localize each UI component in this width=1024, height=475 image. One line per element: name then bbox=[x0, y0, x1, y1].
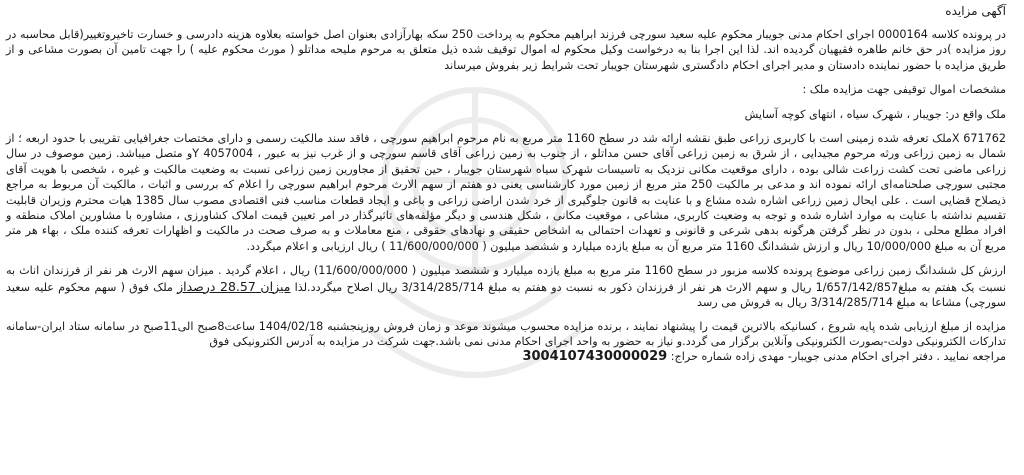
property-location: ملک واقع در: جویبار ، شهرک سیاه ، انتهای کوچه آسایش bbox=[744, 107, 1006, 121]
valuation-line-3: ملک فوق ( سهم محکوم علیه سعید سورچی) مشاعا به مبلغ 3/314/285/714 ریال به فروش می رسد bbox=[6, 280, 1006, 310]
auction-line-2: ستاد ایران-سامانه تدارکات الکترونیکی دولت-بصورت الکترونیکی وآنلاین برگزار می گردد.و نیاز به حضور به واحد اجرای احکام مدنی نمی باشد.جهت شرکت در مزایده به آدرس الکترونیکی فوق bbox=[6, 319, 1006, 348]
valuation-paragraph bbox=[6, 263, 1006, 310]
auction-footer bbox=[6, 349, 1006, 364]
auction-line-1: مزایده از مبلغ ارزیابی شده پایه شروع ، کسانیکه بالاترین قیمت را پیشنهاد نمایند ، برنده مزایده محسوب میشوند موعد و زمان فروش روزپنجشنبه 1404/02/18 ساعت8صبح الی11صبح در سامانه bbox=[93, 319, 1007, 333]
valuation-line-1: ارزش کل ششدانگ زمین زراعی موضوع پرونده کلاسه مزبور در سطح 1160 متر مربع به مبلغ یازده میلیارد و ششصد میلیون ( 11/600/000/000) ریال ، اعلام گردید . میزان سهم الارث هر نفر bbox=[96, 264, 1006, 278]
auction-number: 3004107430000029 bbox=[522, 349, 668, 365]
specs-heading: مشخصات اموال توقیفی جهت مزایده ملک : bbox=[802, 83, 1006, 97]
auction-line-3: مراجعه نمایید . دفتر اجرای احکام مدنی جویبار- مهدی زاده شماره حراج: bbox=[670, 350, 1006, 364]
share-percentage: میزان 28.57 درصداز bbox=[177, 278, 291, 294]
property-description: 671762 Xملک تعرفه شده زمینی است با کاربری زراعی طبق نقشه ارائه شد در سطح 1160 متر مربع به نام مرحوم ابراهیم سورچی ، فاقد سند مالکیت رسمی و دارای مختصات جغرافیایی تقریبی با حدود اربعه ؛ از شمال به زمین زراعی ورثه مرحوم مجیدایی ، از شرق به زمین زراعی آقای حسن مداتلو ، از جنوب به زمین زراعی آقای قاسم سورچی و از غرب نیز به عبور ، 4057004 Yو متصل میباشد. زمین موصوف در سال زراعی ماضی تحت کشت زراعت شالی بوده ، دارای موقعیت مکانی نزدیک به تاسیسات شهرک سیاه شهرستان جویبار ، حین تحقیق از مجاورین زمین زراعی نسبت به وضعیت مالکیت و غیره ، شخصی با هویت آقای مجتبی سورچی صلحنامه‌ای ارائه نموده اند و مدعی بر مالکیت 250 متر مربع از زمین مورد کارشناسی یعنی دو هفتم از سهم الارث مرحوم ابراهیم سورچی را اعلام که بررسی و اثبات ، مالکیت آن مربوط به مراجع ذیصلاح قضایی است . علی ایحال زمین زراعی اشاره شده مشاع و با عنایت به قانون جلوگیری از خرد شدن اراضی زراعی و باغی و ایجاد قطعات مناسب فنی اقتصادی مصوب سال 1385 هیات محترم وزیران قابلیت تقسیم نداشته با عنایت به موارد اشاره شده و توجه به وضعیت کاربری، مشاعی ، موقعیت مکانی ، شکل هندسی و دیگر مؤلفه‌های تاثیرگذار در امر تعیین قیمت املاک کشاورزی ، مشاوره با مشاورین املاک منطقه و افراد مطلع محلی ، بدون در نظر گرفتن هرگونه بدهی شرعی و قانونی و تعهدات احتمالی به اشخاص حقیقی و نهادهای حقوقی ، منع معاملات و به صرف صحت در مالکیت و اظهارات تعرفه کننده ملک ، بهاء هر متر مربع آن به مبلغ 10/000/000 ریال و ارزش ششدانگ 1160 متر مربع آن به مبلغ یازده میلیارد و ششصد میلیون ( 11/600/000/000 ) ریال ارزیابی و اعلام میگردد. bbox=[6, 132, 1006, 253]
valuation-line-2: از فرزندان اناث به نسبت یک هفتم به مبلغ1/657/142/857 ریال و سهم الارث هر نفر از فرزندان ذکور به نسبت دو هفتم به مبلغ 3/314/285/714 ریال اصلاح میگردد.لذا bbox=[6, 264, 1007, 294]
auction-paragraph bbox=[6, 319, 1006, 350]
page-title: آگهی مزایده bbox=[945, 4, 1006, 18]
intro-paragraph: در پرونده کلاسه 0000164 اجرای احکام مدنی جویبار محکوم علیه سعید سورچی فرزند ابراهیم محکوم به پرداخت 250 سکه بهارآزادی بعنوان اصل خواسته بعلاوه هزینه دادرسی و خسارت تاخیروتغییر(قابل محاسبه در روز مزایده )در حق خانم طاهره فقیهیان گردیده اند. لذا این اجرا بنا به درخواست وکیل محکوم له اموال توقیف شده ذیل متعلق به مرحوم ملیحه مداتلو ( مورث محکوم علیه ) را جهت تامین آن بصورت مشاعی و از طریق مزایده با حضور نماینده دادستان و مدیر اجرای احکام دادگستری شهرستان جویبار تحت شرایط زیر بفروش میرساند bbox=[6, 28, 1006, 72]
